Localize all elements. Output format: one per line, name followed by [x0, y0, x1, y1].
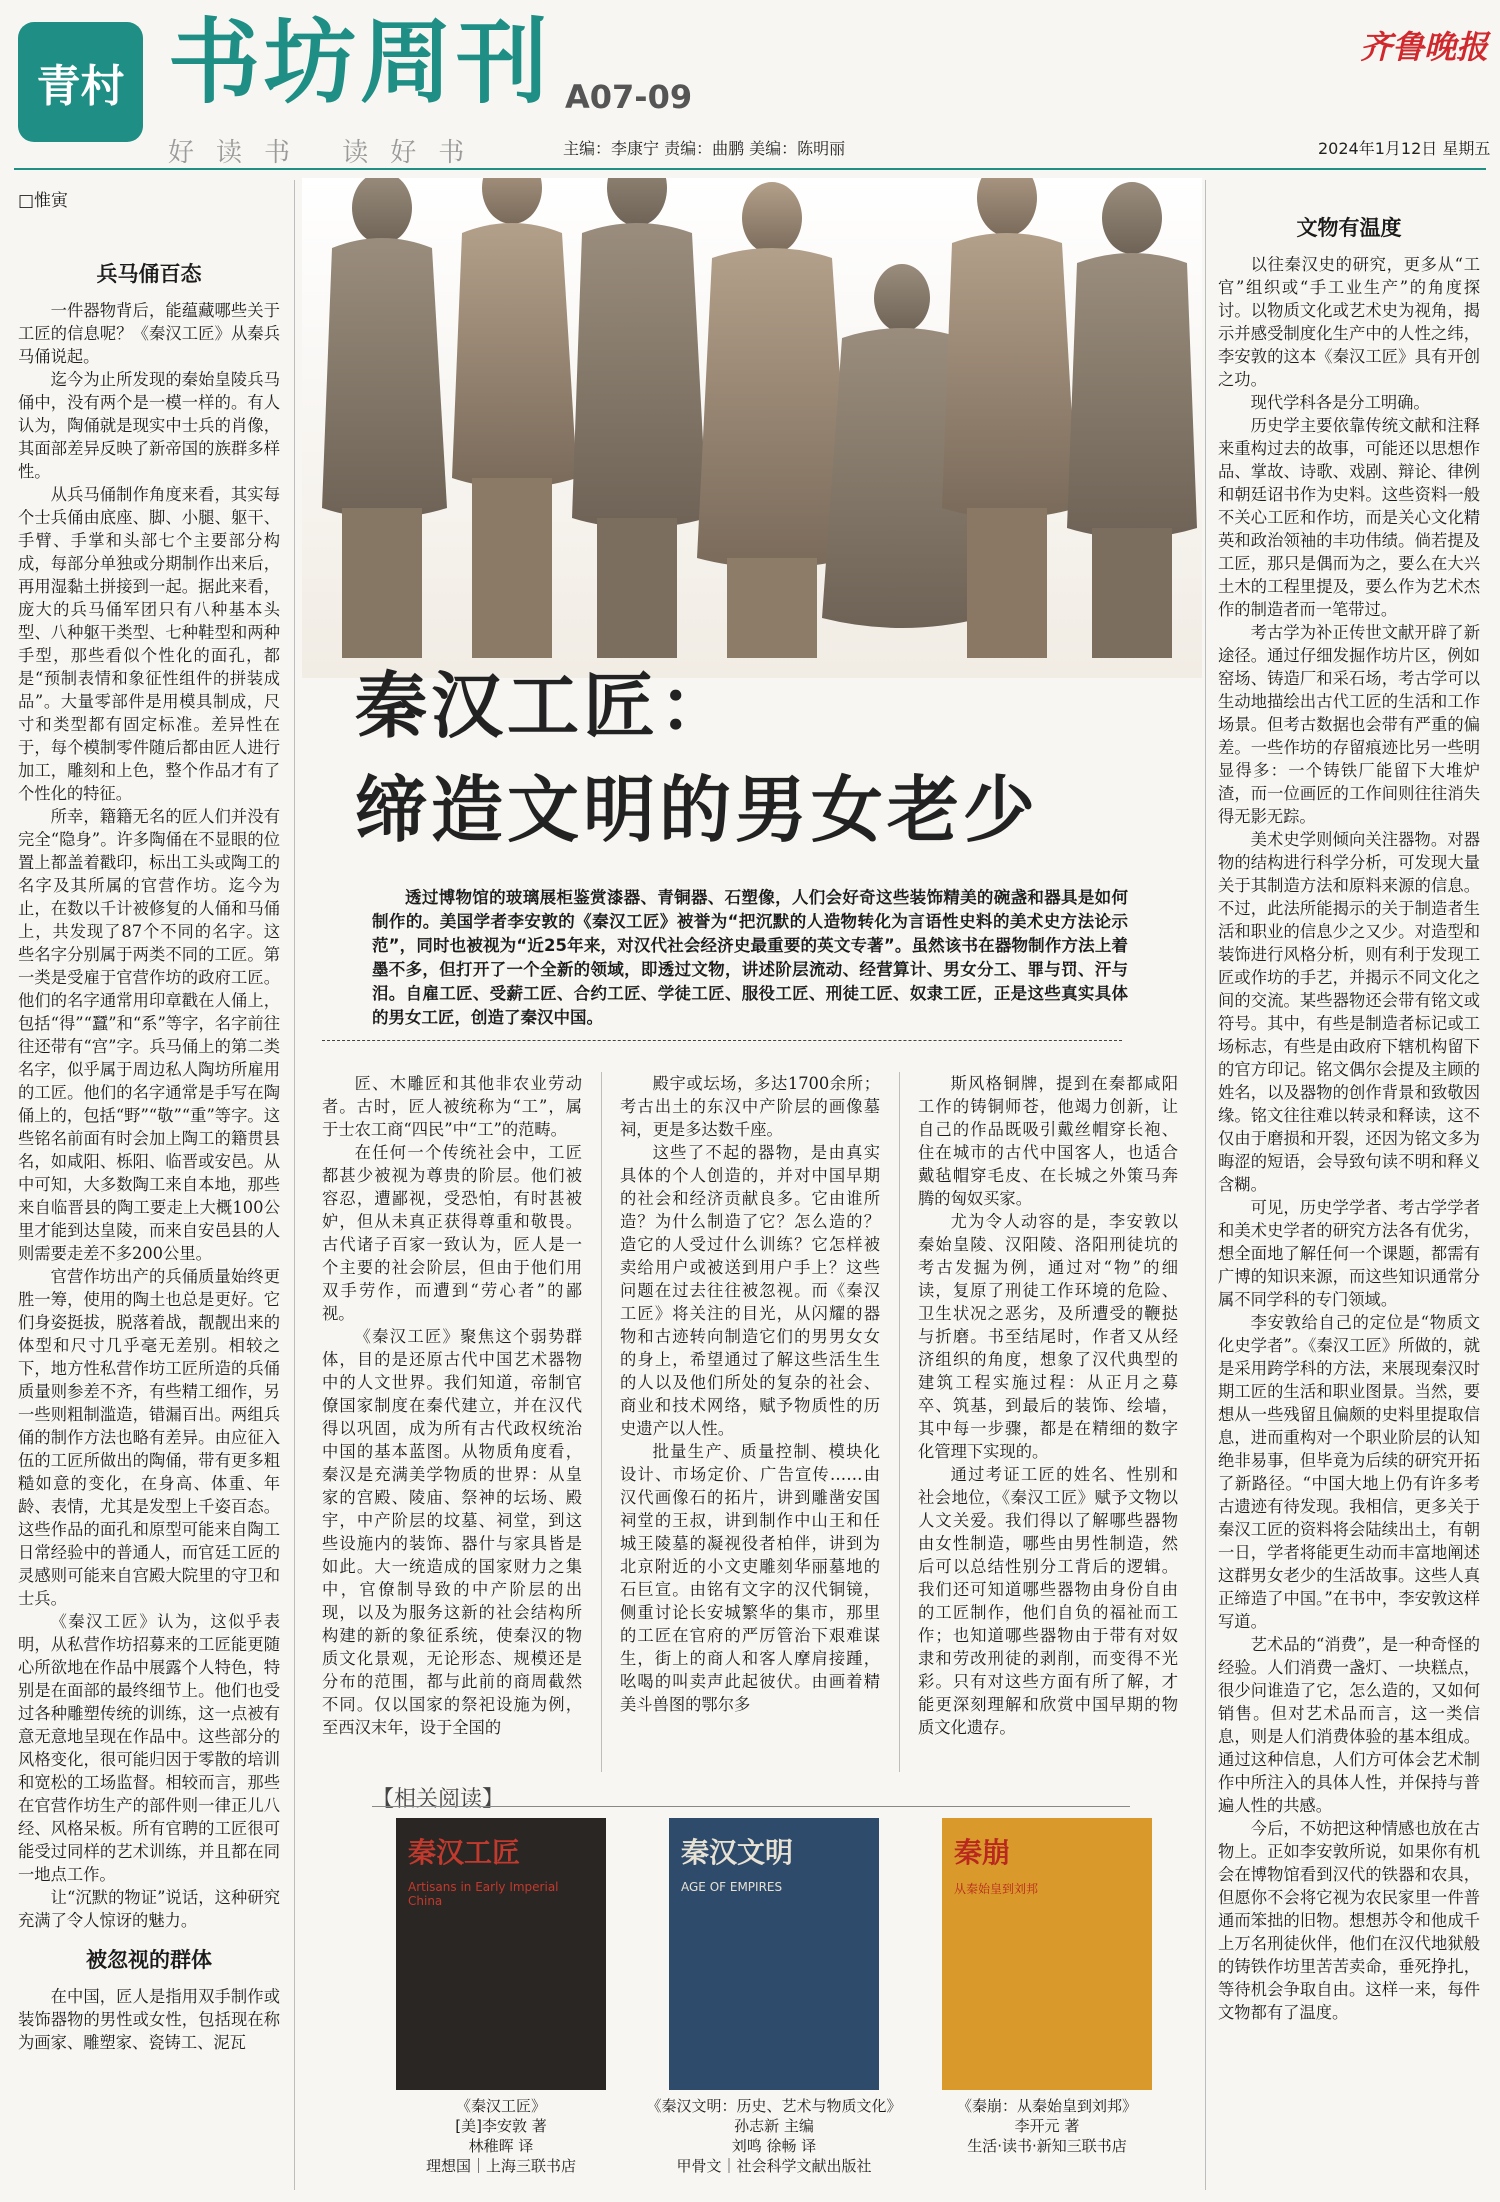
paragraph: 斯风格铜牌，提到在秦都咸阳工作的铸铜师苍，他竭力创新，让自己的作品既吸引戴丝帽穿长袍、住在城市的古代中国客人，也适合戴毡帽穿毛皮、在长城之外策马奔腾的匈奴买家。 — [918, 1074, 1178, 1208]
paragraph: 《秦汉工匠》认为，这似乎表明，从私营作坊招募来的工匠能更随心所欲地在作品中展露个人特色，特别是在面部的最终细节上。他们也受过各种雕塑传统的训练，这一点被有意无意地呈现在作品中。这些部分的风格变化，很可能归因于零散的培训和宽松的工场监督。相较而言，那些在官营作坊生产的部件则一律正儿八经、风格呆板。所有官聘的工匠很可能受过同样的艺术训练，并且都在同一地点工作。 — [18, 1612, 280, 1884]
right-column — [1218, 206, 1480, 2024]
column-divider — [601, 1072, 602, 1772]
book-publisher: 生活·读书·新知三联书店 — [967, 2137, 1127, 2155]
section-title: 书坊周刊 — [168, 9, 553, 116]
middle-column-3 — [918, 1072, 1178, 1739]
book-cover-subtitle: Artisans in Early Imperial China — [408, 1880, 559, 1908]
book-caption — [371, 2096, 631, 2176]
book-author: 孙志新 主编 — [734, 2117, 814, 2135]
page-code: A07-09 — [565, 78, 693, 116]
book-title: 《秦汉文明：历史、艺术与物质文化》 — [646, 2097, 902, 2115]
book-cover-title: 秦汉文明 — [681, 1836, 794, 1869]
book-publisher: 理想国｜上海三联书店 — [425, 2157, 576, 2175]
book-title: 《秦汉工匠》 — [455, 2097, 546, 2115]
paragraph: 《秦汉工匠》聚焦这个弱势群体，目的是还原古代中国艺术器物中的人文世界。我们知道，帝制官僚国家制度在秦代建立，并在汉代得以巩固，成为所有古代政权统治中国的基本蓝图。从物质角度看，秦汉是充满美学物质的世界：从皇家的宫殿、陵庙、祭神的坛场、殿宇，中产阶层的坟墓、祠堂，到这些设施内的装饰、器什与家具皆是如此。大一统造成的国家财力之集中，官僚制导致的中产阶层的出现，以及为服务这新的社会结构所构建的新的象征系统，使秦汉的物质文化景观，无论形态、规模还是分布的范围，都与此前的商周截然不同。仅以国家的祭祀设施为例，至西汉末年，设于全国的 — [322, 1327, 582, 1737]
paragraph: 殿宇或坛场，多达1700余所；考古出土的东汉中产阶层的画像墓祠，更是多达数千座。 — [620, 1074, 880, 1139]
newspaper-name: 齐鲁晚报 — [1360, 28, 1489, 66]
terracotta-warriors-photo — [302, 178, 1202, 678]
masthead-rule — [14, 168, 1486, 170]
subheading-neglected-group: 被忽视的群体 — [86, 1947, 212, 1972]
headline-line-1: 秦汉工匠： — [355, 663, 736, 748]
section-logo: 青村 — [18, 22, 143, 142]
right-column-body — [1218, 253, 1480, 2024]
related-rule — [372, 1806, 1130, 1807]
column-divider — [899, 1072, 900, 1772]
book-translator: 刘鸣 徐畅 译 — [731, 2137, 817, 2155]
book-cover — [669, 1818, 879, 2090]
book-cover-subtitle: 从秦始皇到刘邦 — [954, 1882, 1039, 1896]
book-cover-title: 秦汉工匠 — [408, 1836, 521, 1869]
paragraph: 批量生产、质量控制、模块化设计、市场定价、广告宣传……由汉代画像石的拓片，讲到雕凿安国祠堂的王叔，讲到制作中山王和任城王陵墓的凝视役者柏伴，讲到为北京附近的小文吏雕刻华丽墓地的石巨宣。由铭有文字的汉代铜镜，侧重讨论长安城繁华的集市，那里的工匠在官府的严厉管治下艰难谋生，街上的商人和客人摩肩接踵，吆喝的叫卖声此起彼伏。由画着精美斗兽图的鄂尔多 — [620, 1442, 880, 1714]
column-divider — [1205, 180, 1206, 2190]
column-divider — [294, 180, 295, 2190]
book-author: 李开元 著 — [1014, 2117, 1080, 2135]
paragraph: 在任何一个传统社会中，工匠都甚少被视为尊贵的阶层。他们被容忍，遭鄙视，受恐怕，有时甚被妒，但从未真正获得尊重和敬畏。古代诸子百家一致认为，匠人是一个主要的社会阶层，但由于他们用双手劳作，而遭到“劳心者”的鄙视。 — [322, 1143, 582, 1323]
book-publisher: 甲骨文｜社会科学文献出版社 — [676, 2157, 872, 2175]
left-column-body-2 — [18, 1985, 280, 2054]
paragraph: 艺术品的“消费”，是一种奇怪的经验。人们消费一盏灯、一块糕点，很少问谁造了它，怎么造的，又如何销售。但对艺术品而言，这一类信息，则是人们消费体验的基本组成。通过这种信息，人们方可体会艺术制作中所注入的具体人性，并保持与普遍人性的共感。 — [1218, 1635, 1480, 1815]
warrior-figure-3 — [572, 178, 707, 658]
issue-date: 2024年1月12日 星期五 — [1318, 139, 1491, 158]
paragraph: 以往秦汉史的研究，更多从“工官”组织或“手工业生产”的角度探讨。以物质文化或艺术史为视角，揭示并感受制度化生产中的人性之纬，李安敦的这本《秦汉工匠》具有开创之功。 — [1218, 255, 1480, 389]
paragraph: 让“沉默的物证”说话，这种研究充满了令人惊讶的魅力。 — [18, 1888, 280, 1930]
middle-column-2 — [620, 1072, 880, 1716]
middle-column-1 — [322, 1072, 582, 1739]
paragraph: 今后，不妨把这种情感也放在古物上。正如李安敦所说，如果你有机会在博物馆看到汉代的铁器和农具，但愿你不会将它视为农民家里一件普通而笨拙的旧物。想想苏令和他成千上万名刑徒伙伴，他们在汉代地狱般的铸铁作坊里苦苦卖命，垂死挣扎，等待机会争取自由。这样一来，每件文物都有了温度。 — [1218, 1819, 1480, 2022]
paragraph: 在中国，匠人是指用双手制作或装饰器物的男性或女性，包括现在称为画家、雕塑家、瓷铸工、泥瓦 — [18, 1987, 280, 2052]
paragraph: 匠、木雕匠和其他非农业劳动者。古时，匠人被统称为“工”，属于士农工商“四民”中“工”的范畴。 — [322, 1074, 582, 1139]
related-reading-label: 【相关阅读】 — [372, 1787, 505, 1812]
subheading-warmth: 文物有温度 — [1296, 215, 1402, 240]
lead-rule — [322, 1040, 1122, 1041]
paragraph: 迄今为止所发现的秦始皇陵兵马俑中，没有两个是一模一样的。有人认为，陶俑就是现实中士兵的肖像，其面部差异反映了新帝国的族群多样性。 — [18, 370, 280, 481]
warrior-figure-7 — [1067, 182, 1197, 658]
paragraph: 这些了不起的器物，是由真实具体的个人创造的，并对中国早期的社会和经济贡献良多。它由谁所造？为什么制造了它？怎么造的？造它的人受过什么训练？它怎样被卖给用户或被送到用户手上？这些问题在过去往往被忽视。而《秦汉工匠》将关注的目光，从闪耀的器物和古迹转向制造它们的男男女女的身上，希望通过了解这些活生生的人以及他们所处的复杂的社会、商业和技术网络，赋予物质性的历史遗产以人性。 — [620, 1143, 880, 1438]
book-cover — [942, 1818, 1152, 2090]
warrior-figure-2 — [452, 178, 577, 658]
book-translator: 林稚晖 译 — [468, 2137, 534, 2155]
paragraph: 历史学主要依靠传统文献和注释来重构过去的故事，可能还以思想作品、掌故、诗歌、戏剧、辩论、律例和朝廷诏书作为史料。这些资料一般不关心工匠和作坊，而是关心文化精英和政治领袖的丰功伟绩。倘若提及工匠，那只是偶而为之，要么在大兴土木的工程里提及，要么作为艺术杰作的制造者而一笔带过。 — [1218, 416, 1480, 619]
book-caption — [917, 2096, 1177, 2156]
paragraph: 美术史学则倾向关注器物。对器物的结构进行科学分析，可发现大量关于其制造方法和原料来源的信息。不过，此法所能揭示的关于制造者生活和职业的信息少之又少。对造型和装饰进行风格分析，则有利于发现工匠或作坊的手艺，并揭示不同文化之间的交流。某些器物还会带有铭文或符号。其中，有些是制造者标记或工场标志，有些是由政府下辖机构留下的官方印记。铭文偶尔会提及主顾的姓名，以及器物的创作背景和致敬因缘。铭文往往难以转录和释读，这不仅由于磨损和开裂，还因为铭文多为晦涩的短语，会导致句读不明和释义含糊。 — [1218, 830, 1480, 1194]
book-title: 《秦崩：从秦始皇到刘邦》 — [956, 2097, 1137, 2115]
terracotta-warriors-illustration — [302, 178, 1202, 678]
headline-line-2: 缔造文明的男女老少 — [355, 767, 1040, 852]
paragraph: 所幸，籍籍无名的匠人们并没有完全“隐身”。许多陶俑在不显眼的位置上都盖着戳印，标出工头或陶工的名字及其所属的官营作坊。迄今为止，在数以千计被修复的人俑和马俑上，共发现了87个不同的名字。这些名字分别属于两类不同的工匠。第一类是受雇于官营作坊的政府工匠。他们的名字通常用印章戳在人俑上，包括“得”“蠶”和“系”等字，名字前往往还带有“宫”字。兵马俑上的第二类名字，似乎属于周边私人陶坊所雇用的工匠。他们的名字通常是手写在陶俑上的，包括“野”“敬”“重”等字。这些铭名前面有时会加上陶工的籍贯县名，如咸阳、栎阳、临晋或安邑。从中可知，大多数陶工来自本地，那些来自临晋县的陶工要走上大概100公里才能到达皇陵，而来自安邑县的人则需要走差不多200公里。 — [18, 807, 280, 1263]
article-lead — [372, 886, 1128, 1030]
warrior-figure-1 — [322, 178, 447, 658]
paragraph: 从兵马俑制作角度来看，其实每个士兵俑由底座、脚、小腿、躯干、手臂、手掌和头部七个主要部分构成，每部分单独或分期制作出来后，再用湿黏土拼接到一起。据此来看，庞大的兵马俑军团只有八种基本头型、八种躯干类型、七种鞋型和两种手型，那些看似个性化的面孔，都是“预制表情和象征性组件的拼装成品”。大量零部件是用模具制成，尺寸和类型都有固定标准。差异性在于，每个模制零件随后都由匠人进行加工，雕刻和上色，整个作品才有了个性化的特征。 — [18, 485, 280, 803]
section-slogan: 好读书 读好书 — [168, 138, 487, 168]
left-column-body — [18, 299, 280, 1932]
subheading-terracotta: 兵马俑百态 — [96, 261, 202, 286]
book-cover-subtitle: AGE OF EMPIRES — [681, 1880, 783, 1894]
book-cover — [396, 1818, 606, 2090]
paragraph: 李安敦给自己的定位是“物质文化史学者”。《秦汉工匠》所做的，就是采用跨学科的方法，来展现秦汉时期工匠的生活和职业图景。当然，要想从一些残留且偏颇的史料里提取信息，进而重构对一个职业阶层的认知绝非易事，但毕竟为后续的研究开拓了新路径。“中国大地上仍有许多考古遗迹有待发现。我相信，更多关于秦汉工匠的资料将会陆续出土，有朝一日，学者将能更生动而丰富地阐述这群男女老少的生活故事。这些人真正缔造了中国。”在书中，李安敦这样写道。 — [1218, 1313, 1480, 1631]
paragraph: 可见，历史学学者、考古学学者和美术史学者的研究方法各有优劣，想全面地了解任何一个课题，都需有广博的知识来源，而这些知识通常分属不同学科的专门领域。 — [1218, 1198, 1480, 1309]
book-caption — [644, 2096, 904, 2176]
paragraph: 现代学科各是分工明确。 — [1250, 393, 1430, 412]
article-author: □惟寅 — [18, 191, 69, 211]
paragraph: 通过考证工匠的姓名、性别和社会地位，《秦汉工匠》赋予文物以人文关爱。我们得以了解哪些器物由女性制造，哪些由男性制造，然后可以总结性别分工背后的逻辑。我们还可知道哪些器物由身份自由的工匠制作，他们自负的福祉而工作；也知道哪些器物由于带有对奴隶和劳改刑徒的剥削，而变得不光彩。只有对这些方面有所了解，才能更深刻理解和欣赏中国早期的物质文化遗存。 — [918, 1465, 1178, 1737]
paragraph: 一件器物背后，能蕴藏哪些关于工匠的信息呢？《秦汉工匠》从秦兵马俑说起。 — [18, 301, 280, 366]
paragraph: 考古学为补正传世文献开辟了新途径。通过仔细发掘作坊片区，例如窑场、铸造厂和采石场，考古学可以生动地描绘出古代工匠的生活和工作场景。但考古数据也会带有严重的偏差。一些作坊的存留痕迹比另一些明显得多：一个铸铁厂能留下大堆炉渣，而一位画匠的工作间则往往消失得无影无踪。 — [1218, 623, 1480, 826]
paragraph: 官营作坊出产的兵俑质量始终更胜一筹，使用的陶土也总是更好。它们身姿挺拔，脱落着战，靓靓出来的体型和尺寸几乎毫无差别。相较之下，地方性私营作坊工匠所造的兵俑质量则参差不齐，有些精工细作，另一些则粗制滥造，错漏百出。两组兵俑的制作方法也略有差异。由应征入伍的工匠所做出的陶俑，带有更多粗糙如意的变化，在身高、体重、年龄、表情，尤其是发型上千姿百态。这些作品的面孔和原型可能来自陶工日常经验中的普通人，而官廷工匠的灵感则可能来自宫殿大院里的守卫和士兵。 — [18, 1267, 280, 1608]
editor-credits: 主编：李康宁 责编：曲鹏 美编：陈明丽 — [563, 139, 846, 158]
lead-paragraph: 透过博物馆的玻璃展柜鉴赏漆器、青铜器、石塑像，人们会好奇这些装饰精美的碗盏和器具是如何制作的。美国学者李安敦的《秦汉工匠》被誉为“把沉默的人造物转化为言语性史料的美术史方法论示范”，同时也被视为“近25年来，对汉代社会经济史最重要的英文专著”。虽然该书在器物制作方法上着墨不多，但打开了一个全新的领域，即透过文物，讲述阶层流动、经营算计、男女分工、罪与罚、汗与泪。自雇工匠、受薪工匠、合约工匠、学徒工匠、服役工匠、刑徒工匠、奴隶工匠，正是这些真实具体的男女工匠，创造了秦汉中国。 — [372, 888, 1128, 1027]
book-cover-title: 秦崩 — [954, 1836, 1011, 1869]
book-author: [美]李安敦 著 — [455, 2117, 547, 2135]
left-column — [18, 252, 280, 2054]
paragraph: 尤为令人动容的是，李安敦以秦始皇陵、汉阳陵、洛阳刑徒坑的考古发掘为例，通过对“物”的细读，复原了刑徒工作环境的危险、卫生状况之恶劣，及所遭受的鞭挞与折磨。书至结尾时，作者又从经济组织的角度，想象了汉代典型的建筑工程实施过程：从正月之募卒、筑基，到最后的装饰、绘墙，其中每一步骤，都是在精细的数字化管理下实现的。 — [918, 1212, 1178, 1461]
